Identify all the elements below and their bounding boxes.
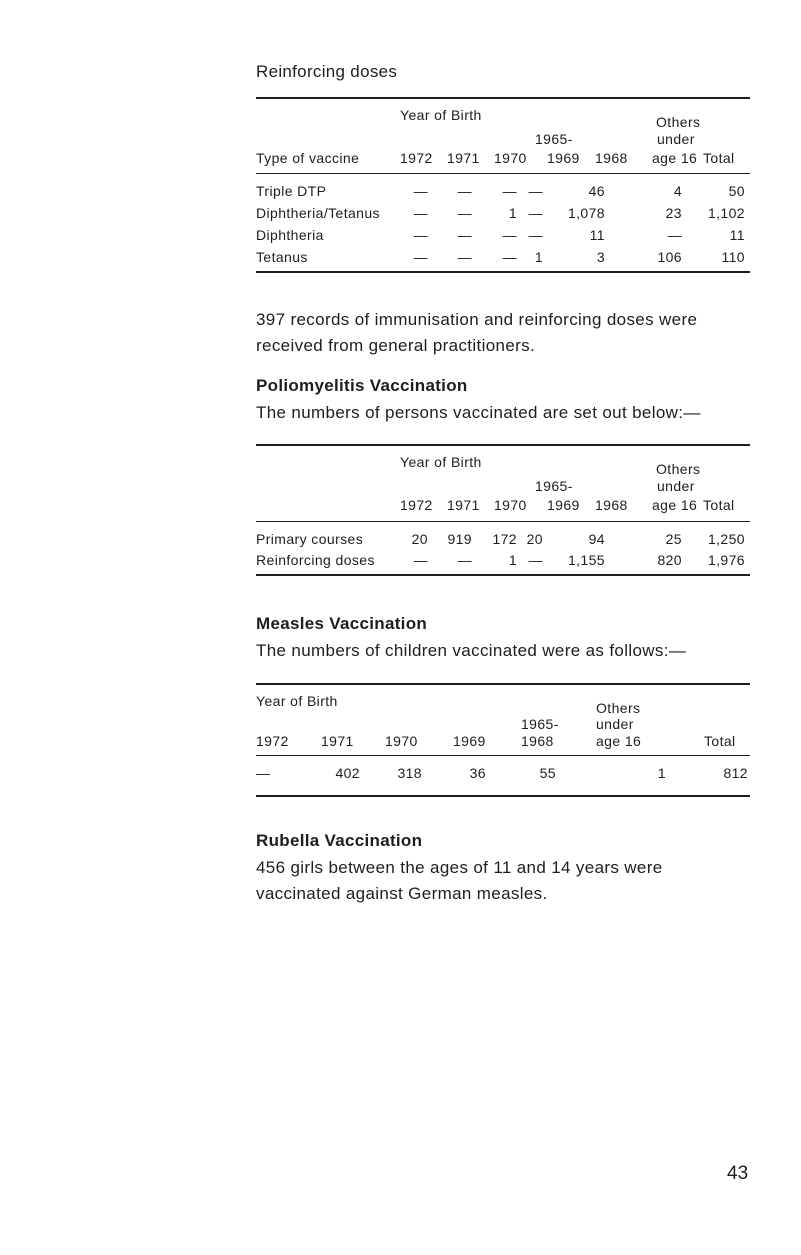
year-1971-header: 1971 [321,733,354,749]
table-cell: 25 [665,531,682,547]
others-header-under: under [657,131,695,147]
table-cell: 919 [447,531,472,547]
table-cell: — [413,249,428,265]
table-cell: — [413,205,428,221]
polio-heading: Poliomyelitis Vaccination [256,376,468,395]
year-1970-header: 1970 [494,150,527,166]
table-rule-header [256,521,750,522]
table-cell: 23 [665,205,682,221]
table-cell: 1,155 [567,552,605,568]
year-1969-header: 1969 [547,497,580,513]
year-1972-header: 1972 [400,150,433,166]
row-label: Reinforcing doses [256,552,375,568]
rubella-text: 456 girls between the ages of 11 and 14 years were vaccinated against German measles. [256,858,663,903]
table-cell: — [457,249,472,265]
row-label: Diphtheria/Tetanus [256,205,380,221]
table-cell: — [256,765,271,781]
table-cell: 4 [673,183,682,199]
year-1972-header: 1972 [400,497,433,513]
table-rule-header [256,173,750,174]
total-header: Total [703,150,735,166]
table-cell: 1 [508,552,517,568]
table-cell: 20 [526,531,543,547]
others-header-age: age 16 [652,497,698,513]
table-cell: 11 [589,227,605,243]
table-cell: 50 [728,183,745,199]
table-cell: 36 [469,765,486,781]
year-of-birth-header: Year of Birth [400,107,482,123]
table-cell: 20 [411,531,428,547]
records-paragraph: 397 records of immunisation and reinforcing doses were received from general practitioners. [256,310,698,355]
table-cell: 812 [723,765,748,781]
table-rule-top [256,683,750,685]
table-rule-header [256,755,750,756]
row-label: Primary courses [256,531,364,547]
table-rule-top [256,444,750,446]
table-cell: 3 [596,249,605,265]
table-cell: 1 [534,249,543,265]
type-of-vaccine-header: Type of vaccine [256,150,360,166]
table-cell: — [502,183,517,199]
table-cell: — [528,552,543,568]
table-cell: — [457,205,472,221]
table-cell: — [413,227,428,243]
year-1972-header: 1972 [256,733,289,749]
table-cell: — [528,227,543,243]
year-1969-header: 1969 [453,733,486,749]
table-cell: 110 [721,249,745,265]
table-cell: 106 [657,249,682,265]
year-1971-header: 1971 [447,150,480,166]
others-header: Others [656,114,701,130]
row-label: Diphtheria [256,227,324,243]
table-cell: 1,250 [707,531,745,547]
others-header-age: age 16 [652,150,698,166]
table-cell: 1 [508,205,517,221]
page-number: 43 [727,1163,749,1184]
table-cell: 172 [492,531,517,547]
table-cell: 1,078 [567,205,605,221]
table-cell: 820 [657,552,682,568]
others-header: Others [656,461,701,477]
table-rule-top [256,97,750,99]
table-cell: 318 [397,765,422,781]
others-header-under: under [596,716,634,732]
rubella-heading: Rubella Vaccination [256,831,423,850]
table-cell: — [457,552,472,568]
table-cell: 55 [539,765,556,781]
polio-intro: The numbers of persons vaccinated are set out below:— [256,403,701,422]
range-header-bottom: 1968 [595,497,628,513]
table-rule-bottom [256,574,750,576]
table-cell: 94 [588,531,605,547]
row-label: Triple DTP [256,183,327,199]
table-cell: 1,976 [707,552,745,568]
table-cell: — [457,183,472,199]
year-1970-header: 1970 [385,733,418,749]
table-cell: 1 [657,765,666,781]
total-header: Total [703,497,735,513]
table-cell: — [502,227,517,243]
table-cell: — [528,205,543,221]
others-header-under: under [657,478,695,494]
year-of-birth-header: Year of Birth [400,454,482,470]
measles-heading: Measles Vaccination [256,614,428,633]
measles-intro: The numbers of children vaccinated were as follows:— [256,641,687,660]
range-header-top: 1965- [521,716,559,732]
table-cell: 402 [335,765,360,781]
table-cell: — [528,183,543,199]
range-header-bottom: 1968 [595,150,628,166]
range-header-top: 1965- [535,131,573,147]
table-rule-bottom [256,795,750,797]
table-cell: — [667,227,682,243]
total-header: Total [704,733,736,749]
table-cell: — [413,552,428,568]
table-cell: — [502,249,517,265]
others-header: Others [596,700,641,716]
others-header-age: age 16 [596,733,642,749]
year-1971-header: 1971 [447,497,480,513]
year-of-birth-header: Year of Birth [256,693,338,709]
table-cell: 46 [588,183,605,199]
table-cell: 1,102 [707,205,745,221]
page-title: Reinforcing doses [256,62,398,81]
year-1969-header: 1969 [547,150,580,166]
row-label: Tetanus [256,249,308,265]
table-rule-bottom [256,271,750,273]
table-cell: — [413,183,428,199]
table-cell: — [457,227,472,243]
table-cell: 11 [729,227,745,243]
range-header-top: 1965- [535,478,573,494]
range-header-bottom: 1968 [521,733,554,749]
year-1970-header: 1970 [494,497,527,513]
